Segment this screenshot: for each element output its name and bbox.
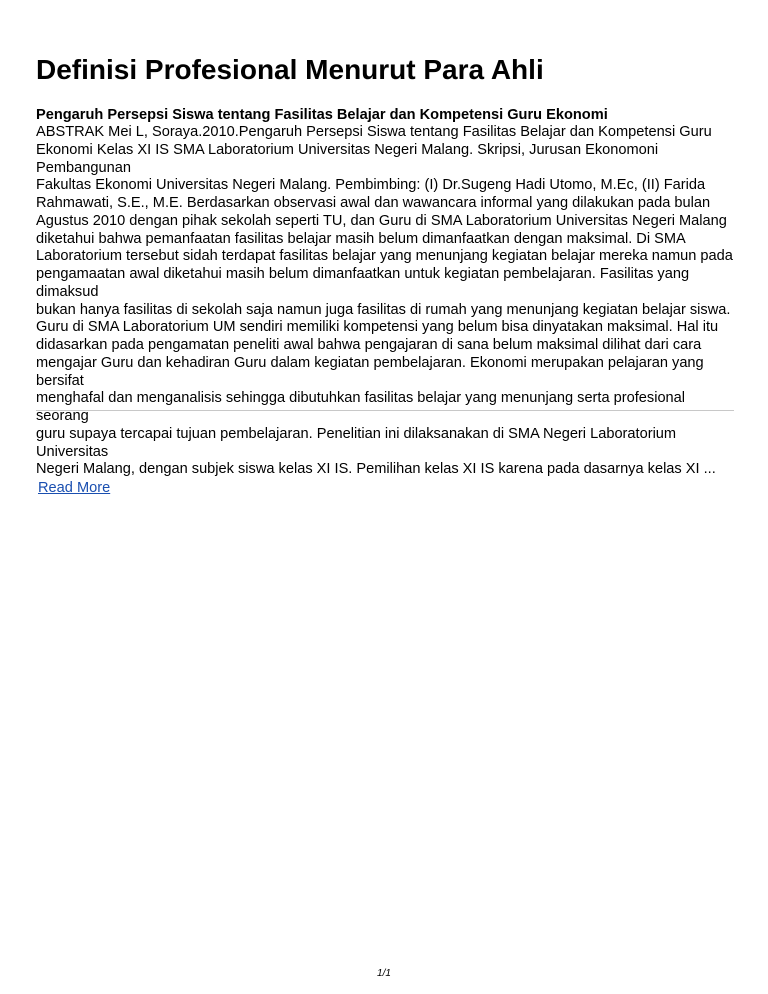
abstract-line: Laboratorium tersebut sidah terdapat fasilitas belajar yang menunjang kegiatan belajar mereka namun pada [36,248,733,265]
article-abstract [36,124,734,479]
abstract-line: Agustus 2010 dengan pihak sekolah seperti TU, dan Guru di SMA Laboratorium Universitas Negeri Malang [36,212,727,229]
separator-line [36,410,734,411]
abstract-line: mengajar Guru dan kehadiran Guru dalam kegiatan pembelajaran. Ekonomi merupakan pelajaran yang bersifat [36,354,704,389]
read-more-link[interactable]: Read More [38,480,111,496]
article-title: Pengaruh Persepsi Siswa tentang Fasilitas Belajar dan Kompetensi Guru Ekonomi [36,107,608,123]
abstract-line: Negeri Malang, dengan subjek siswa kelas XI IS. Pemilihan kelas XI IS karena pada dasarnya kelas XI ... [36,461,716,478]
abstract-line: guru supaya tercapai tujuan pembelajaran. Penelitian ini dilaksanakan di SMA Negeri Laboratorium Universitas [36,425,677,460]
abstract-line: bukan hanya fasilitas di sekolah saja namun juga fasilitas di rumah yang menunjang kegiatan belajar siswa. [36,301,731,318]
page-title: Definisi Profesional Menurut Para Ahli [36,54,544,85]
page-number: 1/1 [377,968,391,979]
abstract-line: ABSTRAK Mei L, Soraya.2010.Pengaruh Persepsi Siswa tentang Fasilitas Belajar dan Kompetensi Guru [36,124,712,140]
abstract-line: Rahmawati, S.E., M.E. Berdasarkan observasi awal dan wawancara informal yang dilakukan pada bulan [36,195,711,211]
abstract-line: didasarkan pada pengamatan peneliti awal bahwa pengajaran di sana belum maksimal dilihat dari cara [36,337,702,353]
article-entry [36,106,734,497]
abstract-line: Guru di SMA Laboratorium UM sendiri memiliki kompetensi yang belum bisa dinyatakan maksimal. Hal itu [36,319,719,336]
abstract-line: Ekonomi Kelas XI IS SMA Laboratorium Universitas Negeri Malang. Skripsi, Jurusan Ekonomoni Pembangunan [36,141,659,176]
abstract-line: Fakultas Ekonomi Universitas Negeri Malang. Pembimbing: (I) Dr.Sugeng Hadi Utomo, M.Ec, (II) Farida [36,177,706,194]
abstract-line: pengamaatan awal diketahui masih belum dimanfaatkan untuk kegiatan pembelajaran. Fasilitas yang dimaksud [36,266,690,300]
abstract-line: menghafal dan menganalisis sehingga dibutuhkan fasilitas belajar yang menunjang serta profesional seorang [36,390,686,424]
abstract-line: diketahui bahwa pemanfaatan fasilitas belajar masih belum dimanfaatkan dengan maksimal. Di SMA [36,230,686,247]
